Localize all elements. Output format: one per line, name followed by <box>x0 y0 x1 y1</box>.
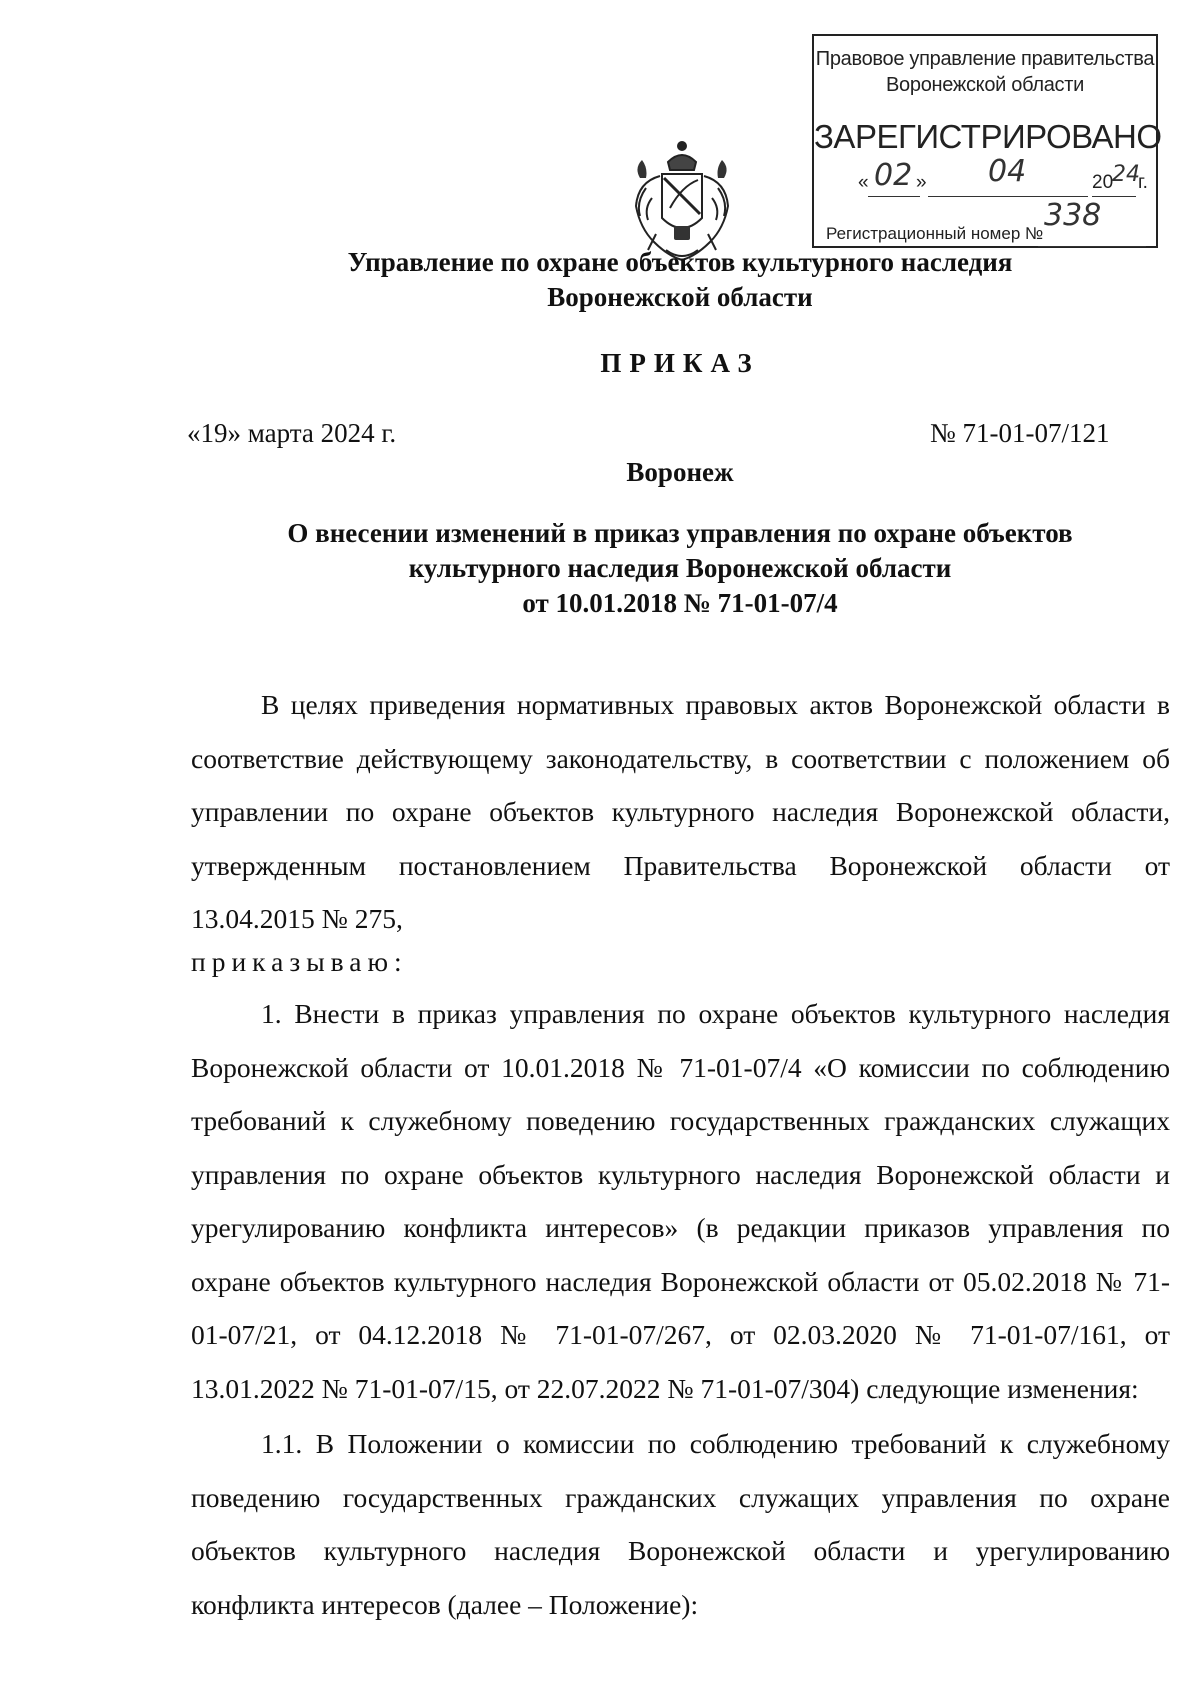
stamp-registered: ЗАРЕГИСТРИРОВАНО <box>814 118 1162 155</box>
item-1-paragraph: 1. Внести в приказ управления по охране объектов культурного наследия Воронежской области от 10.01.2018 № 71-01-07/4 «О комиссии по соблюдению требований к служебному поведению государственных гражданских служащих управления по охране объектов культурного наследия Воронежской области и урегулированию конфликта интересов» (в редакции приказов управления по охране объектов культурного наследия Воронежской области от 05.02.2018 № 71-01-07/21, от 04.12.2018 № 71-01-07/267, от 02.03.2020 № 71-01-07/161, от 13.01.2022 № 71-01-07/15, от 22.07.2022 № 71-01-07/304) следующие изменения: <box>191 998 1170 1404</box>
preamble-paragraph: В целях приведения нормативных правовых актов Воронежской области в соответствие действующему законодательству, в соответствии с положением об управлении по охране объектов культурного наследия Воронежской области, утвержденным постановлением Правительства Воронежской области от 13.04.2015 № 275, <box>191 689 1170 934</box>
document-title-line2: культурного наследия Воронежской области <box>408 553 952 583</box>
stamp-quote-close: » <box>916 172 927 193</box>
org-name-line2: Воронежской области <box>547 282 813 312</box>
registration-stamp <box>812 34 1162 248</box>
stamp-date-row <box>848 154 1148 204</box>
stamp-year-prefix: 20 <box>1092 172 1114 193</box>
document-title-line3: от 10.01.2018 № 71-01-07/4 <box>522 588 838 618</box>
document-date: «19» марта 2024 г. <box>187 418 397 448</box>
item-1-1-paragraph: 1.1. В Положении о комиссии по соблюдению требований к служебному поведению государственных гражданских служащих управления по охране объектов культурного наследия Воронежской области и урегулированию конфликта интересов (далее – Положение): <box>191 1428 1170 1620</box>
org-name-line1: Управление по охране объектов культурного наследия <box>347 247 1013 277</box>
document-city: Воронеж <box>626 457 734 487</box>
stamp-reg-number: 338 <box>1044 198 1102 233</box>
stamp-number-row <box>826 198 1146 248</box>
stamp-day: 02 <box>874 158 913 193</box>
stamp-org-line1: Правовое управление правительства <box>815 48 1155 70</box>
document-type: ПРИКАЗ <box>600 348 760 378</box>
stamp-org-line2: Воронежской области <box>886 74 1084 96</box>
document-number: № 71-01-07/121 <box>930 418 1110 448</box>
stamp-quote-open: « <box>858 172 869 193</box>
document-title-line1: О внесении изменений в приказ управления по охране объектов <box>287 518 1073 548</box>
stamp-month: 04 <box>988 154 1027 189</box>
stamp-year-g: г. <box>1138 172 1148 193</box>
order-word: приказываю: <box>191 946 408 977</box>
stamp-reg-label: Регистрационный номер № <box>826 224 1044 243</box>
stamp-year-suffix: 24 <box>1112 162 1140 187</box>
